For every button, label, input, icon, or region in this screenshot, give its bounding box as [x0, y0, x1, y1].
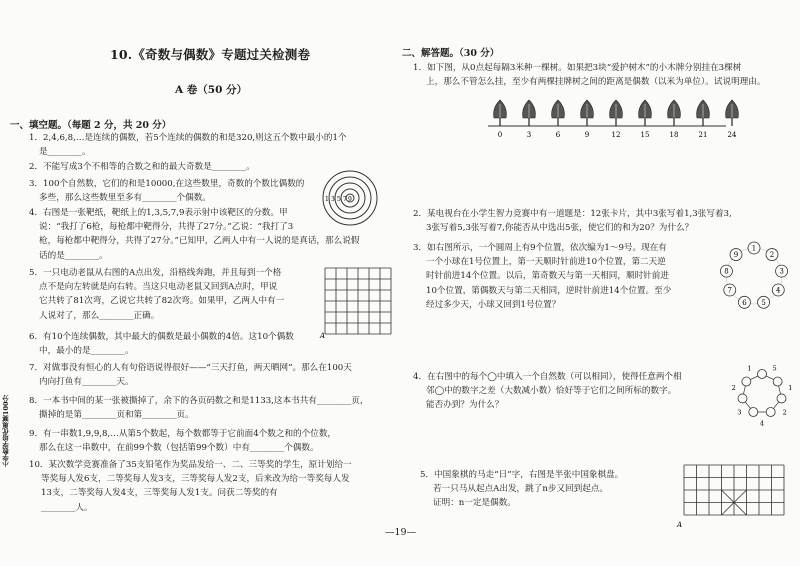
- fill-q9-line: 那么在这一串数中，在前99个数（包括第99个数）中有________个偶数。: [39, 443, 319, 454]
- position-label: 9: [733, 251, 739, 260]
- fill-q1-line: 1．2,4,6,8,…是连续的偶数，若5个连续的偶数的和是320,则这五个数中最小的1个: [29, 133, 347, 143]
- fill-q4-line: 说：“我打了6枪，每枪都中靶得分，共得了27分。”乙说：“我打了3: [39, 222, 294, 233]
- page-number: —19—: [385, 527, 417, 538]
- fill-q7-line: 7．对做事没有恒心的人有句俗语说得很好——“三天打鱼，两天晒网”。那么在100天: [29, 363, 352, 373]
- fill-q4: [29, 206, 359, 263]
- tree-tick-label: 24: [727, 131, 737, 139]
- position-label: 8: [724, 267, 729, 276]
- blank-circle: [742, 377, 751, 386]
- target-label: 9: [348, 196, 352, 203]
- fill-q9: [29, 427, 336, 455]
- fill-q5-line: 5．一只电动老鼠从右图的A点出发，沿格线奔跑，并且每到一个格: [29, 268, 282, 278]
- nine-circle-group: [720, 242, 787, 308]
- chessboard-lines: [684, 465, 784, 515]
- page-title: 10.《奇数与偶数》专题过关检测卷: [110, 47, 311, 62]
- edge-label: 2: [782, 408, 787, 417]
- answer-q1-line: 上，那么不管怎么挂，至少有两棵挂牌树之间的距离是偶数（以米为单位）。试说明理由。: [426, 77, 766, 88]
- position-label: 4: [776, 286, 781, 295]
- tree-tick-label: 18: [669, 131, 679, 139]
- fill-q10-line: 13支，二等奖每人发4支，三等奖每人发1支。问获二等奖的有: [41, 488, 278, 499]
- edge-label: 2: [731, 384, 736, 393]
- answer-q2-line: 2．某电视台在小学生智力竞赛中有一道题是：12张卡片，其中3张写着1,3张写着3,: [413, 209, 732, 219]
- answer-q4-line: 邻◯中的数字之差（大数减小数）恰好等于它们之间所标的数字。: [426, 386, 677, 397]
- fill-q3-line: 多些，那么这些数里至多有________个偶数。: [39, 193, 211, 204]
- tree-tick-label: 15: [640, 131, 650, 139]
- fill-q2-line: 2．不能写成3个不相等的合数之和的最大奇数是________。: [29, 162, 255, 172]
- grid-figure: [320, 268, 395, 340]
- edge-label: 4: [759, 419, 765, 428]
- tree-figure: [488, 96, 737, 146]
- fill-q10-line: ________人。: [41, 502, 93, 513]
- tree-tick-label: 21: [698, 131, 708, 139]
- blank-circle: [773, 377, 782, 386]
- target-label: 7: [343, 196, 347, 203]
- edge-label: 5: [772, 364, 777, 373]
- fill-q4-line: 4．右图是一张靶纸，靶纸上的1,3,5,7,9表示射中该靶区的分数。甲: [29, 208, 288, 218]
- target-label: 1: [325, 196, 329, 203]
- answer-q2-line: 3张写着5,3张写着7,你能否从中选出5张，使它们的和为20？为什么？: [426, 223, 694, 234]
- target-figure: [322, 170, 378, 226]
- ring-figure: [731, 364, 793, 428]
- answer-q1: [413, 61, 765, 89]
- tree-tick-label: 12: [611, 131, 621, 139]
- answer-heading: 二、解答题。（30 分）: [402, 48, 500, 59]
- position-label: 7: [727, 286, 732, 295]
- fill-q6-line: 6．有10个连续偶数，其中最大的偶数是最小偶数的4倍。这10个偶数: [29, 332, 294, 342]
- edge-label: 1: [788, 384, 793, 393]
- board-point-label: A: [677, 521, 683, 529]
- answer-q3-line: 经过多少天，小球又回到1号位置？: [426, 299, 561, 310]
- section-subtitle: A 卷（50 分）: [175, 84, 248, 96]
- tree-group: [494, 100, 739, 139]
- tree-tick-label: 9: [584, 131, 590, 139]
- fill-q7-line: 内向打鱼有________天。: [39, 377, 134, 388]
- grid-lines: [325, 268, 391, 334]
- fill-q6-line: 中，最小的是________。: [39, 346, 134, 357]
- answer-q3-line: 一个小球在1号位置上，第一天顺时针前进10个位置，第二天逆: [426, 257, 666, 268]
- position-label: 6: [742, 298, 747, 307]
- answer-q5: [420, 468, 623, 511]
- fill-q5-line: 人说对了，那么________正确。: [39, 310, 160, 321]
- fill-q4-line: 枪，每枪都中靶得分，共得了27分。”已知甲，乙两人中有一人说的是真话，那么说假: [39, 236, 360, 247]
- grid-point-label: A: [320, 332, 326, 340]
- answer-q4-line: 4．在右图中的每个◯中填入一个自然数（可以相同），使得任意两个相: [413, 372, 682, 382]
- fill-q4-line: 话的是________。: [39, 250, 108, 261]
- answer-q4-line: 能否办到？为什么？: [426, 400, 504, 411]
- nine-circle-figure: [724, 240, 784, 312]
- fill-q8-line: 8．一本书中间的某一张被撕掉了，余下的各页码数之和是1133,这本书共有________页，: [29, 396, 369, 406]
- position-label: 3: [779, 267, 784, 276]
- fill-q5: [29, 266, 284, 323]
- answer-q5-line: 若一只马从起点A出发，跳了n步又回到起点。: [433, 484, 609, 495]
- answer-q2: [413, 207, 732, 235]
- blank-circle: [749, 408, 758, 417]
- answer-q3-line: 时针前进14个位置。以后，第奇数天与第一天相同，顺时针前进: [426, 271, 669, 282]
- fill-q10-line: 等奖每人发6支，二等奖每人发3支，三等奖每人发2支，后来改为给一等奖每人发: [41, 474, 350, 485]
- tree-tick-label: 6: [555, 131, 561, 139]
- fill-q7: [29, 361, 352, 389]
- fill-q3: [29, 177, 304, 205]
- answer-q5-line: 5．中国象棋的马走“日”字，右图是半张中国象棋盘。: [420, 470, 624, 480]
- answer-q3: [413, 241, 671, 312]
- position-label: 2: [769, 251, 775, 260]
- fill-q2: [29, 160, 255, 174]
- tree-tick-label: 0: [497, 131, 503, 139]
- answer-q1-line: 1．如下图，从0点起每隔3米种一棵树。如果把3块“爱护树木”的小木牌分别挂在3棵树: [413, 63, 742, 73]
- fill-q10-line: 10．某次数学竞赛准备了35支铅笔作为奖品发给一、二、三等奖的学生，原计划给一: [29, 460, 352, 470]
- edge-label: 3: [737, 408, 742, 417]
- fill-q8-line: 撕掉的是第________页和第________页。: [39, 410, 194, 421]
- fill-q10: [29, 458, 352, 515]
- blank-circle: [738, 394, 747, 403]
- fill-q1-line: 是________。: [39, 147, 91, 158]
- blank-circle: [766, 408, 775, 417]
- fill-q3-line: 3．100个自然数，它们的和是10000,在这些数里，奇数的个数比偶数的: [29, 179, 305, 189]
- position-label: 1: [751, 244, 757, 253]
- target-label: 5: [337, 196, 341, 203]
- ring-group: [732, 364, 793, 427]
- fill-q6: [29, 330, 294, 358]
- blank-circle: [777, 394, 786, 403]
- chessboard-figure: [677, 465, 794, 529]
- edge-label: 1: [747, 364, 752, 373]
- fill-q8: [29, 394, 368, 422]
- target-label: 3: [331, 196, 335, 203]
- fill-q5-line: 点不是向左转就是向右转。当这只电动老鼠又回到A点时，甲说: [39, 282, 278, 293]
- answer-q3-line: 3．如右图所示，一个圆周上有9个位置，依次编为1～9号。现在有: [413, 243, 667, 253]
- fill-q1: [29, 131, 347, 159]
- side-caption: 小学数学培优奥赛100分: [2, 395, 10, 468]
- blank-circle: [758, 370, 767, 379]
- tree-tick-label: 3: [526, 131, 532, 139]
- fill-q5-line: 它共转了81次弯，乙说它共转了82次弯。如果甲，乙两人中有一: [39, 296, 285, 307]
- answer-q3-line: 10个位置，第偶数天与第二天相同，逆时针前进14个位置。至少: [426, 285, 672, 296]
- answer-q4: [413, 370, 682, 413]
- answer-q5-line: 证明：n一定是偶数。: [433, 498, 516, 509]
- fill-heading: 一、填空题。（每题 2 分，共 20 分）: [10, 120, 172, 131]
- position-label: 5: [761, 298, 766, 307]
- fill-q9-line: 9．有一串数1,9,9,8,…从第5个数起，每个数都等于它前面4个数之和的个位数，: [29, 429, 337, 439]
